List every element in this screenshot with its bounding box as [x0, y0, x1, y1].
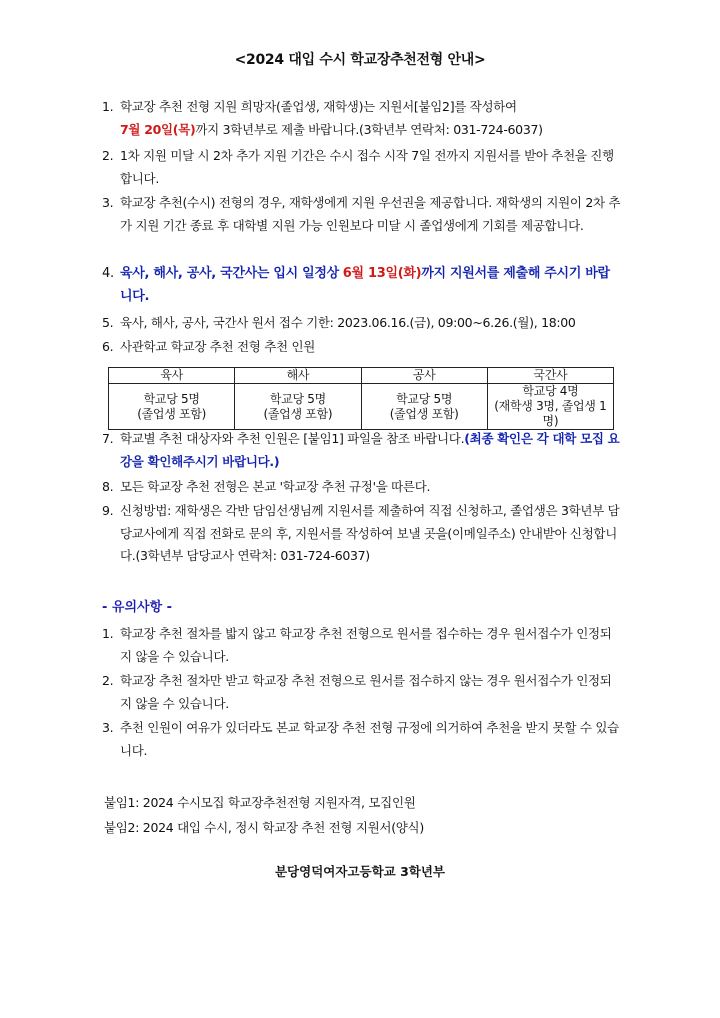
item-7-text-b: (최종 확인은 각 대학 모집 요강을 확인해주시기 바랍니다.): [120, 431, 620, 469]
item-8: [102, 476, 622, 499]
table-cell: [487, 384, 613, 430]
item-9-text: 신청방법: 재학생은 각반 담임선생님께 지원서를 제출하여 직접 신청하고, 졸업생은 3학년부 담당교사에게 직접 전화로 문의 후, 지원서를 작성하여 보낼 곳을(이메일주소) 안내받아 신청합니다.(3학년부 담당교사 연락처: 031-724-6037): [120, 503, 620, 563]
attachment-2: 붙임2: 2024 대입 수시, 정시 학교장 추천 전형 지원서(양식): [104, 820, 424, 835]
item-4: [102, 263, 622, 308]
document-title: <2024 대입 수시 학교장추천전형 안내>: [234, 52, 486, 68]
item-3-text: 학교장 추천(수시) 전형의 경우, 재학생에게 지원 우선권을 제공합니다. 재학생의 지원이 2차 추가 지원 기간 종료 후 대학별 지원 가능 인원보다 미달 시 졸업생에게 기회를 제공합니다.: [120, 195, 621, 233]
item-5-text: 육사, 해사, 공사, 국간사 원서 접수 기한: 2023.06.16.(금), 09:00~6.26.(월), 18:00: [120, 315, 576, 330]
attachment-1: 붙임1: 2024 수시모집 학교장추천전형 지원자격, 모집인원: [104, 795, 416, 810]
table-header: 육사: [109, 368, 235, 384]
item-7-number: 7.: [102, 431, 114, 446]
table-cell-note: (졸업생 포함): [263, 406, 333, 421]
item-2-number: 2.: [102, 148, 114, 163]
item-1: [102, 96, 622, 141]
item-6-text: 사관학교 학교장 추천 전형 추천 인원: [120, 339, 315, 354]
item-4-text-a: 육사, 해사, 공사, 국간사는 입시 일정상: [120, 266, 339, 281]
item-3-number: 3.: [102, 195, 114, 210]
table-header: 공사: [361, 368, 487, 384]
caution-item-2: [102, 670, 622, 715]
table-row: [109, 384, 614, 430]
school-department-signature: 분당영덕여자고등학교 3학년부: [274, 864, 446, 879]
item-8-text: 모든 학교장 추천 전형은 본교 '학교장 추천 규정'을 따른다.: [120, 479, 431, 494]
item-9: [102, 500, 622, 568]
table-header: 해사: [235, 368, 361, 384]
caution-title: - 유의사항 -: [102, 600, 173, 615]
caution-1-number: 1.: [102, 626, 114, 641]
table-header: 국간사: [487, 368, 613, 384]
caution-3-number: 3.: [102, 720, 114, 735]
recommendation-table: [108, 367, 614, 430]
item-2-text: 1차 지원 미달 시 2차 추가 지원 기간은 수시 접수 시작 7일 전까지 지원서를 받아 추천을 진행합니다.: [120, 148, 614, 186]
table-cell-count: 학교당 5명: [269, 391, 326, 406]
caution-item-3: [102, 717, 622, 762]
item-5: [102, 312, 622, 335]
item-8-number: 8.: [102, 479, 114, 494]
table-cell-count: 학교당 5명: [396, 391, 453, 406]
item-5-number: 5.: [102, 315, 114, 330]
item-7-text-a: 학교별 추천 대상자와 추천 인원은 [붙임1] 파일을 참조 바랍니다.: [120, 431, 465, 446]
caution-3-text: 추천 인원이 여유가 있더라도 본교 학교장 추천 전형 규정에 의거하여 추천을 받지 못할 수 있습니다.: [120, 720, 619, 758]
caution-item-1: [102, 623, 622, 668]
table-cell-note: (졸업생 포함): [389, 406, 459, 421]
table-cell: [361, 384, 487, 430]
caution-1-text: 학교장 추천 절차를 밟지 않고 학교장 추천 전형으로 원서를 접수하는 경우 원서접수가 인정되지 않을 수 있습니다.: [120, 626, 612, 664]
item-1-number: 1.: [102, 99, 114, 114]
item-4-deadline: 6월 13일(화): [342, 266, 422, 281]
table-cell: [235, 384, 361, 430]
table-cell-note: (졸업생 포함): [137, 406, 206, 421]
item-6: [102, 336, 622, 359]
item-1-text-a: 학교장 추천 전형 지원 희망자(졸업생, 재학생)는 지원서[붙임2]를 작성하여: [120, 99, 517, 114]
caution-2-text: 학교장 추천 절차만 받고 학교장 추천 전형으로 원서를 접수하지 않는 경우 원서접수가 인정되지 않을 수 있습니다.: [120, 673, 612, 711]
item-1-text-b: 까지 3학년부로 제출 바랍니다.(3학년부 연락처: 031-724-6037): [195, 121, 543, 137]
caution-2-number: 2.: [102, 673, 114, 688]
item-6-number: 6.: [102, 339, 114, 354]
item-9-number: 9.: [102, 503, 114, 518]
item-3: [102, 192, 622, 237]
table-cell-count: 학교당 5명: [143, 391, 200, 406]
item-2: [102, 145, 622, 190]
table-cell-note: (재학생 3명, 졸업생 1명): [494, 399, 607, 428]
item-4-number: 4.: [102, 266, 114, 281]
table-header-row: [109, 368, 614, 384]
item-1-deadline: 7월 20일(목): [120, 121, 196, 137]
table-cell: [109, 384, 235, 430]
item-4-text-b: 까지 지원서를 제출해 주시기 바랍니다.: [120, 266, 610, 304]
item-7: [102, 428, 622, 473]
table-cell-count: 학교당 4명: [522, 384, 579, 398]
